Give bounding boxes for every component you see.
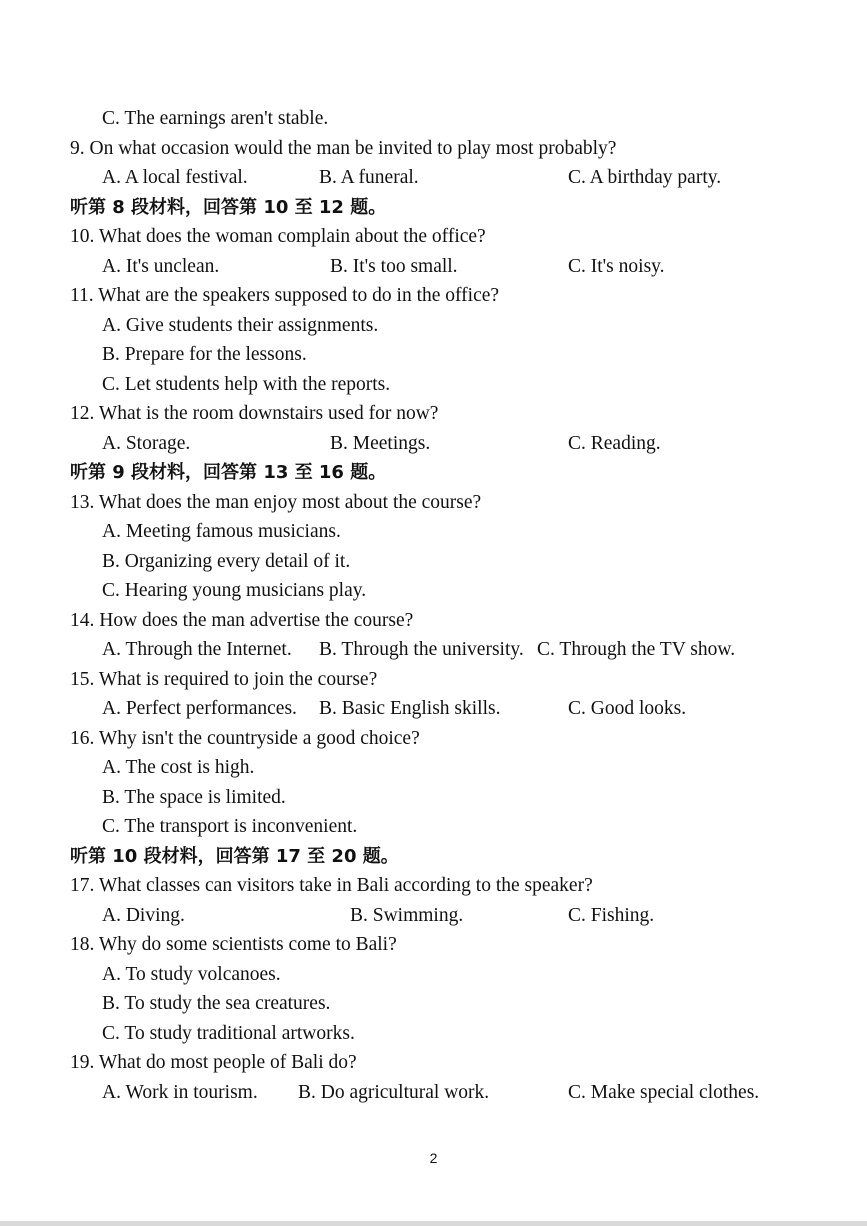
question-text: 18. Why do some scientists come to Bali? (70, 934, 397, 955)
answer-option: B. The space is limited. (102, 787, 286, 808)
answer-option: A. To study volcanoes. (102, 964, 281, 985)
answer-option: C. Let students help with the reports. (102, 374, 391, 395)
options-row (0, 756, 867, 780)
options-row (0, 697, 867, 721)
section-heading: 听第 10 段材料，回答第 17 至 20 题。 (70, 846, 399, 867)
options-row (0, 373, 867, 397)
answer-option: B. A funeral. (319, 167, 419, 188)
options-row (0, 579, 867, 603)
question-text: 14. How does the man advertise the course? (70, 610, 414, 631)
section-heading: 听第 8 段材料，回答第 10 至 12 题。 (70, 197, 387, 218)
options-row (0, 166, 867, 190)
answer-option: C. Hearing young musicians play. (102, 580, 367, 601)
answer-option: B. It's too small. (330, 256, 458, 277)
answer-option: A. Diving. (102, 905, 185, 926)
options-row (0, 963, 867, 987)
answer-option: C. The earnings aren't stable. (102, 108, 329, 129)
options-row (0, 1022, 867, 1046)
answer-option: A. The cost is high. (102, 757, 255, 778)
answer-option: A. It's unclean. (102, 256, 220, 277)
options-row (0, 815, 867, 839)
question-text: 10. What does the woman complain about the office? (70, 226, 486, 247)
answer-option: C. Through the TV show. (537, 639, 736, 660)
answer-option: B. To study the sea creatures. (102, 993, 331, 1014)
question-text: 9. On what occasion would the man be invited to play most probably? (70, 138, 617, 159)
options-row (0, 992, 867, 1016)
answer-option: C. A birthday party. (568, 167, 722, 188)
answer-option: B. Swimming. (350, 905, 464, 926)
options-row (0, 786, 867, 810)
options-row (0, 520, 867, 544)
answer-option: A. Meeting famous musicians. (102, 521, 341, 542)
options-row (0, 432, 867, 456)
answer-option: C. Good looks. (568, 698, 687, 719)
answer-option: B. Meetings. (330, 433, 431, 454)
answer-option: A. Storage. (102, 433, 191, 454)
answer-option: B. Basic English skills. (319, 698, 501, 719)
options-row (0, 343, 867, 367)
answer-option: C. It's noisy. (568, 256, 665, 277)
page-number: 2 (429, 1150, 438, 1166)
options-row (0, 904, 867, 928)
question-text: 13. What does the man enjoy most about the course? (70, 492, 482, 513)
question-text: 19. What do most people of Bali do? (70, 1052, 357, 1073)
question-text: 17. What classes can visitors take in Bali according to the speaker? (70, 875, 593, 896)
question-text: 16. Why isn't the countryside a good choice? (70, 728, 420, 749)
answer-option: A. Work in tourism. (102, 1082, 258, 1103)
options-row (0, 638, 867, 662)
page-bottom-rule (0, 1221, 867, 1226)
options-row (0, 314, 867, 338)
answer-option: C. Fishing. (568, 905, 655, 926)
answer-option: C. To study traditional artworks. (102, 1023, 355, 1044)
options-row (0, 255, 867, 279)
options-row (0, 1081, 867, 1105)
answer-option: B. Organizing every detail of it. (102, 551, 351, 572)
options-row (0, 107, 867, 131)
question-text: 12. What is the room downstairs used for now? (70, 403, 439, 424)
options-row (0, 550, 867, 574)
answer-option: C. The transport is inconvenient. (102, 816, 358, 837)
answer-option: A. Give students their assignments. (102, 315, 379, 336)
answer-option: C. Make special clothes. (568, 1082, 760, 1103)
answer-option: C. Reading. (568, 433, 661, 454)
question-text: 11. What are the speakers supposed to do in the office? (70, 285, 500, 306)
section-heading: 听第 9 段材料，回答第 13 至 16 题。 (70, 462, 387, 483)
answer-option: B. Prepare for the lessons. (102, 344, 307, 365)
answer-option: A. Perfect performances. (102, 698, 297, 719)
answer-option: B. Do agricultural work. (298, 1082, 490, 1103)
question-text: 15. What is required to join the course? (70, 669, 378, 690)
answer-option: A. A local festival. (102, 167, 248, 188)
answer-option: B. Through the university. (319, 639, 524, 660)
answer-option: A. Through the Internet. (102, 639, 292, 660)
